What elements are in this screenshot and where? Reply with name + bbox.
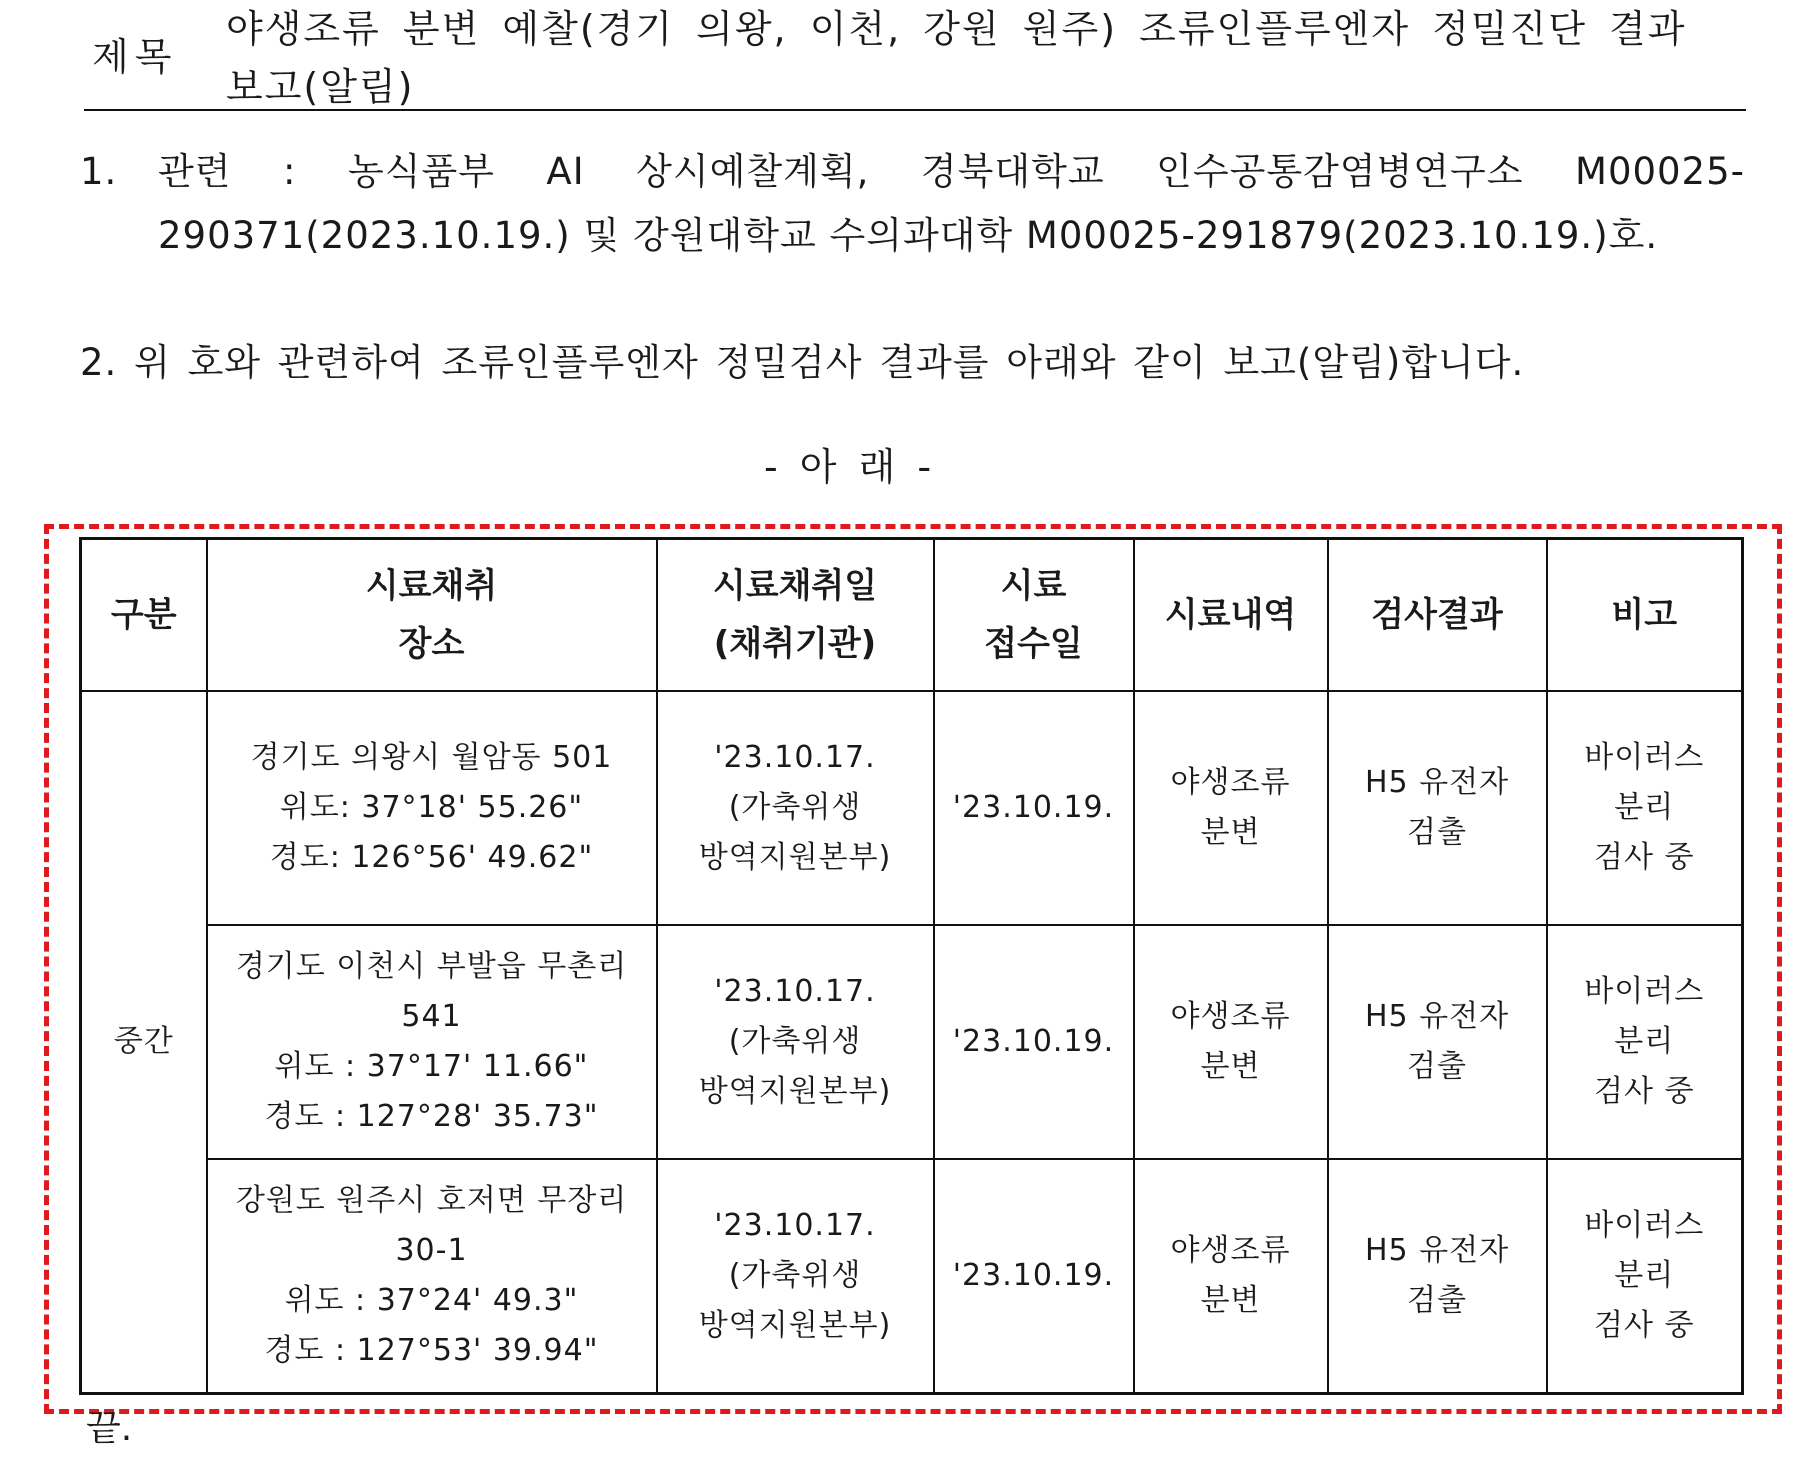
reference-paragraph (80, 140, 1745, 268)
header-result: 검사결과 (1328, 539, 1547, 692)
note-cell: 바이러스 분리 검사 중 (1547, 691, 1743, 925)
title-divider (84, 109, 1746, 111)
below-heading: - 아 래 - (764, 445, 934, 489)
paragraph-number: 1. (80, 150, 118, 193)
location-cell: 경기도 이천시 부발읍 무촌리 541 위도 : 37°17' 11.66" 경도 : 127°28' 35.73" (207, 925, 657, 1159)
location-cell: 경기도 의왕시 월암동 501 위도: 37°18' 55.26" 경도: 126°56' 49.62" (207, 691, 657, 925)
sampling-date-cell: '23.10.17. (가축위생 방역지원본부) (657, 691, 934, 925)
sample-cell: 야생조류 분변 (1134, 691, 1328, 925)
report-paragraph: 2. 위 호와 관련하여 조류인플루엔자 정밀검사 결과를 아래와 같이 보고(알림)합니다. (80, 341, 1525, 384)
title-label: 제목 (92, 35, 178, 79)
sampling-date-cell: '23.10.17. (가축위생 방역지원본부) (657, 1159, 934, 1394)
category-cell: 중간 (81, 691, 207, 1394)
header-sample: 시료내역 (1134, 539, 1328, 692)
sample-cell: 야생조류 분변 (1134, 925, 1328, 1159)
header-category: 구분 (81, 539, 207, 692)
result-cell: H5 유전자 검출 (1328, 1159, 1547, 1394)
reference-text-1: 관련 : 농식품부 AI 상시예찰계획, 경북대학교 인수공통감염병연구소 M00025- (158, 150, 1745, 193)
reference-line-2: 290371(2023.10.19.) 및 강원대학교 수의과대학 M00025-291879(2023.10.19.)호. (158, 214, 1659, 257)
note-cell: 바이러스 분리 검사 중 (1547, 925, 1743, 1159)
received-date-cell: '23.10.19. (934, 1159, 1134, 1394)
end-mark: 끝. (86, 1408, 133, 1449)
result-cell: H5 유전자 검출 (1328, 691, 1547, 925)
received-date-cell: '23.10.19. (934, 691, 1134, 925)
sampling-date-cell: '23.10.17. (가축위생 방역지원본부) (657, 925, 934, 1159)
header-location: 시료채취 장소 (207, 539, 657, 692)
result-cell: H5 유전자 검출 (1328, 925, 1547, 1159)
received-date-cell: '23.10.19. (934, 925, 1134, 1159)
document-title: 야생조류 분변 예찰(경기 의왕, 이천, 강원 원주) 조류인플루엔자 정밀진단 결과 보고(알림) (226, 7, 1687, 109)
note-cell: 바이러스 분리 검사 중 (1547, 1159, 1743, 1394)
location-cell: 강원도 원주시 호저면 무장리 30-1 위도 : 37°24' 49.3" 경도 : 127°53' 39.94" (207, 1159, 657, 1394)
reference-line-1 (80, 140, 1745, 204)
header-note: 비고 (1547, 539, 1743, 692)
highlight-box (44, 524, 1782, 1414)
header-received-date: 시료 접수일 (934, 539, 1134, 692)
header-sampling-date: 시료채취일 (채취기관) (657, 539, 934, 692)
sample-cell: 야생조류 분변 (1134, 1159, 1328, 1394)
